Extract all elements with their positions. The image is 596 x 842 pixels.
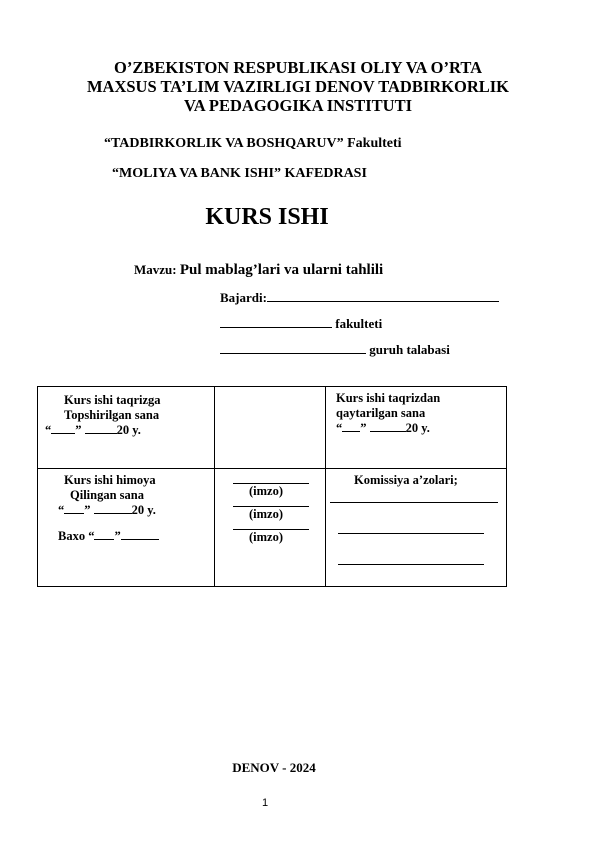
defense-label-1: Kurs ishi himoya: [64, 473, 156, 487]
grade-line: Baxo “ ”: [38, 518, 214, 544]
ministry-header: [40, 58, 556, 115]
bajardi-label: Bajardi:: [220, 290, 267, 305]
ministry-line-1: O’ZBEKISTON RESPUBLIKASI OLIY VA O’RTA: [113, 58, 483, 77]
defense-date: “ ” 20 y.: [58, 503, 156, 517]
topic-value: Pul mablag’lari va ularni tahlili: [179, 262, 384, 278]
submitted-label-1: Kurs ishi taqrizga: [64, 393, 161, 407]
cell-signatures: [215, 469, 326, 587]
commission-line-3: [338, 564, 484, 565]
signature-label-1: (imzo): [249, 484, 284, 498]
signature-label-3: (imzo): [249, 530, 284, 544]
signature-label-2: (imzo): [249, 507, 284, 521]
group-line: [220, 342, 450, 358]
group-blank: [220, 353, 366, 354]
commission-line-2: [338, 533, 484, 534]
faculty-line: [220, 316, 382, 332]
commission-line-1: [330, 502, 498, 503]
group-label: guruh talabasi: [369, 342, 450, 357]
ministry-line-3: VA PEDAGOGIKA INSTITUTI: [183, 96, 412, 115]
cell-defense: [38, 469, 215, 587]
submitted-label-2: Topshirilgan sana: [64, 408, 160, 422]
topic-label: Mavzu:: [134, 262, 177, 277]
page-number: 1: [261, 797, 269, 809]
bajardi-line: [220, 290, 499, 306]
returned-label-1: Kurs ishi taqrizdan: [336, 391, 441, 405]
cell-returned: [326, 387, 507, 469]
city-year: DENOV - 2024: [232, 760, 316, 775]
returned-label-2: qaytarilgan sana: [336, 406, 426, 420]
faculty-name: “TADBIRKORLIK VA BOSHQARUV” Fakulteti: [104, 136, 402, 151]
bajardi-blank: [267, 301, 499, 302]
review-table: [37, 386, 507, 587]
submitted-date: “ ” 20 y.: [45, 423, 141, 437]
cell-empty: [215, 387, 326, 469]
faculty-blank: [220, 327, 332, 328]
faculty-label: fakulteti: [335, 316, 383, 331]
ministry-line-2: MAXSUS TA’LIM VAZIRLIGI DENOV TADBIRKORLIK: [86, 77, 510, 96]
returned-date: “ ” 20 y.: [336, 421, 430, 435]
department-name: “MOLIYA VA BANK ISHI” KAFEDRASI: [112, 166, 367, 181]
cell-submitted: [38, 387, 215, 469]
cell-commission: [326, 469, 507, 587]
commission-label: Komissiya a’zolari;: [354, 473, 458, 487]
document-title: KURS ISHI: [205, 204, 329, 230]
defense-label-2: Qilingan sana: [70, 488, 144, 502]
topic-line: [134, 262, 383, 279]
